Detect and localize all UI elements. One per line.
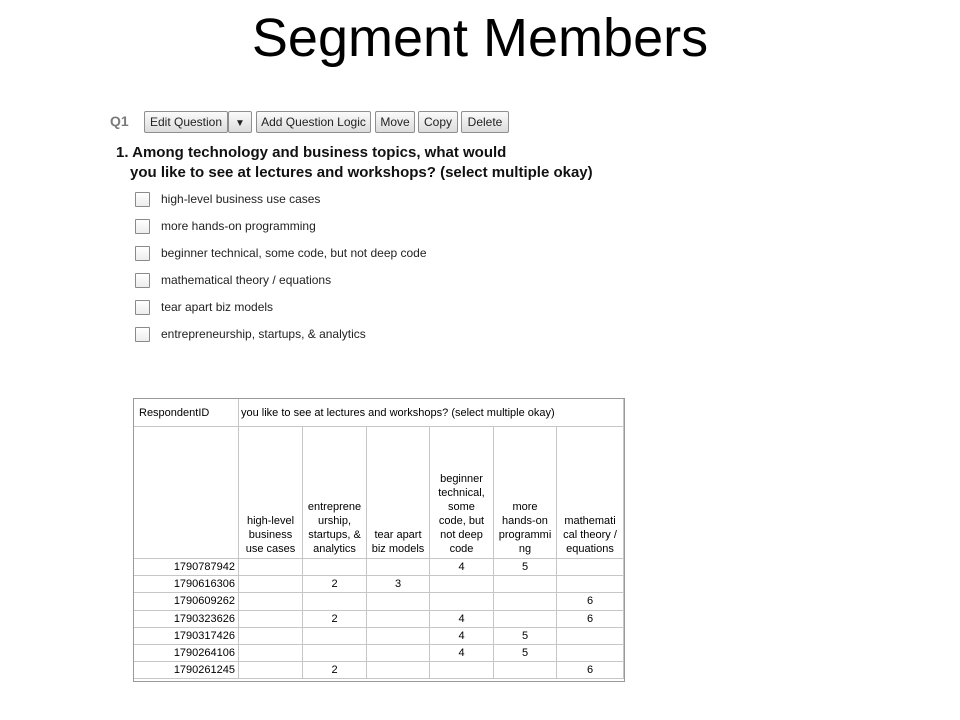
column-header-line: biz models [371,543,425,555]
data-cell [557,559,624,576]
column-header-line: entreprene [307,501,362,513]
data-cell [303,628,367,645]
data-cell [303,593,367,610]
column-header-line: mathemati [564,515,616,527]
column-header-line: business [248,529,293,541]
column-header-text [563,514,617,556]
column-header [430,427,494,559]
data-cell [239,645,303,662]
respondent-id-cell: 1790264106 [134,645,239,662]
data-cell: 5 [494,559,557,576]
data-cell [557,645,624,662]
blank-header-cell [134,427,239,559]
respondent-id-cell: 1790261245 [134,662,239,679]
data-cell [303,559,367,576]
slide-title: Segment Members [251,8,709,68]
column-header-line: beginner [440,473,483,485]
option-label: more hands-on programming [161,219,316,233]
data-cell [367,611,430,628]
option-checkbox[interactable] [135,192,150,207]
column-header-line: ng [518,543,532,555]
data-cell [430,662,494,679]
respondent-id-header: RespondentID [134,399,239,427]
question-text-line2: you like to see at lectures and workshops? (select multiple okay) [130,164,593,181]
data-cell: 2 [303,611,367,628]
edit-question-dropdown-button[interactable] [228,111,252,133]
column-header-line: hands-on [502,515,548,527]
data-cell [239,559,303,576]
dropdown-arrow-icon: ▼ [235,118,245,129]
edit-question-button[interactable]: Edit Question [144,111,228,133]
data-cell [430,576,494,593]
option-checkbox[interactable] [135,273,150,288]
column-header-line: more [512,501,538,513]
data-cell [367,628,430,645]
delete-button[interactable]: Delete [461,111,509,133]
copy-button[interactable]: Copy [418,111,458,133]
data-cell [494,611,557,628]
data-cell: 2 [303,576,367,593]
data-cell: 3 [367,576,430,593]
column-header [239,427,303,559]
question-header: you like to see at lectures and workshops? (select multiple okay) [239,399,624,427]
option-label: tear apart biz models [161,300,274,314]
data-cell [494,576,557,593]
column-header-line: some [448,501,475,513]
column-header-line: analytics [313,543,356,555]
column-header-text [308,500,361,556]
data-cell: 4 [430,611,494,628]
data-cell [557,576,624,593]
data-cell [367,645,430,662]
data-cell [367,662,430,679]
data-cell: 5 [494,628,557,645]
data-cell: 5 [494,645,557,662]
data-cell: 2 [303,662,367,679]
column-header-line: use cases [245,543,296,555]
column-header-line: tear apart [374,529,422,541]
option-label: beginner technical, some code, but not deep code [161,246,427,260]
column-header-line: code, but [438,515,485,527]
respondent-id-cell: 1790616306 [134,576,239,593]
question-text-line1: 1. Among technology and business topics, what would [116,144,507,161]
column-header [303,427,367,559]
option-checkbox[interactable] [135,300,150,315]
column-header-line: high-level [246,515,295,527]
data-cell [367,593,430,610]
results-spreadsheet [133,398,625,682]
column-header-line: code [449,543,474,555]
data-cell: 4 [430,645,494,662]
question-number-label: Q1 [110,113,129,129]
respondent-id-cell: 1790609262 [134,593,239,610]
question-text [116,143,636,183]
column-header-line: urship, [317,515,352,527]
data-cell [494,593,557,610]
data-cell [494,662,557,679]
column-header-line: programmi [498,529,552,541]
column-header-line: technical, [438,487,485,499]
column-header-text [438,472,484,556]
respondent-id-cell: 1790317426 [134,628,239,645]
option-label: mathematical theory / equations [161,273,332,287]
data-cell: 4 [430,559,494,576]
data-cell [239,662,303,679]
column-header [557,427,624,559]
option-checkbox[interactable] [135,219,150,234]
data-cell [367,559,430,576]
column-header [494,427,557,559]
column-header-line: startups, & [308,529,361,541]
column-header-line: equations [566,543,614,555]
data-cell [239,611,303,628]
data-cell [239,576,303,593]
option-checkbox[interactable] [135,327,150,342]
respondent-id-cell: 1790787942 [134,559,239,576]
column-header [367,427,430,559]
column-header-text [246,514,296,556]
data-cell [239,628,303,645]
data-cell [557,628,624,645]
option-label: high-level business use cases [161,192,321,206]
column-header-line: cal theory / [563,529,617,541]
option-label: entrepreneurship, startups, & analytics [161,327,366,341]
respondent-id-cell: 1790323626 [134,611,239,628]
option-checkbox[interactable] [135,246,150,261]
data-cell [303,645,367,662]
data-cell: 6 [557,662,624,679]
data-cell: 6 [557,611,624,628]
column-header-line: not deep [440,529,483,541]
data-cell: 4 [430,628,494,645]
column-header-text [372,528,425,556]
column-header-text [499,500,552,556]
data-cell [239,593,303,610]
data-cell [430,593,494,610]
add-question-logic-button[interactable]: Add Question Logic [256,111,371,133]
move-button[interactable]: Move [375,111,415,133]
data-cell: 6 [557,593,624,610]
